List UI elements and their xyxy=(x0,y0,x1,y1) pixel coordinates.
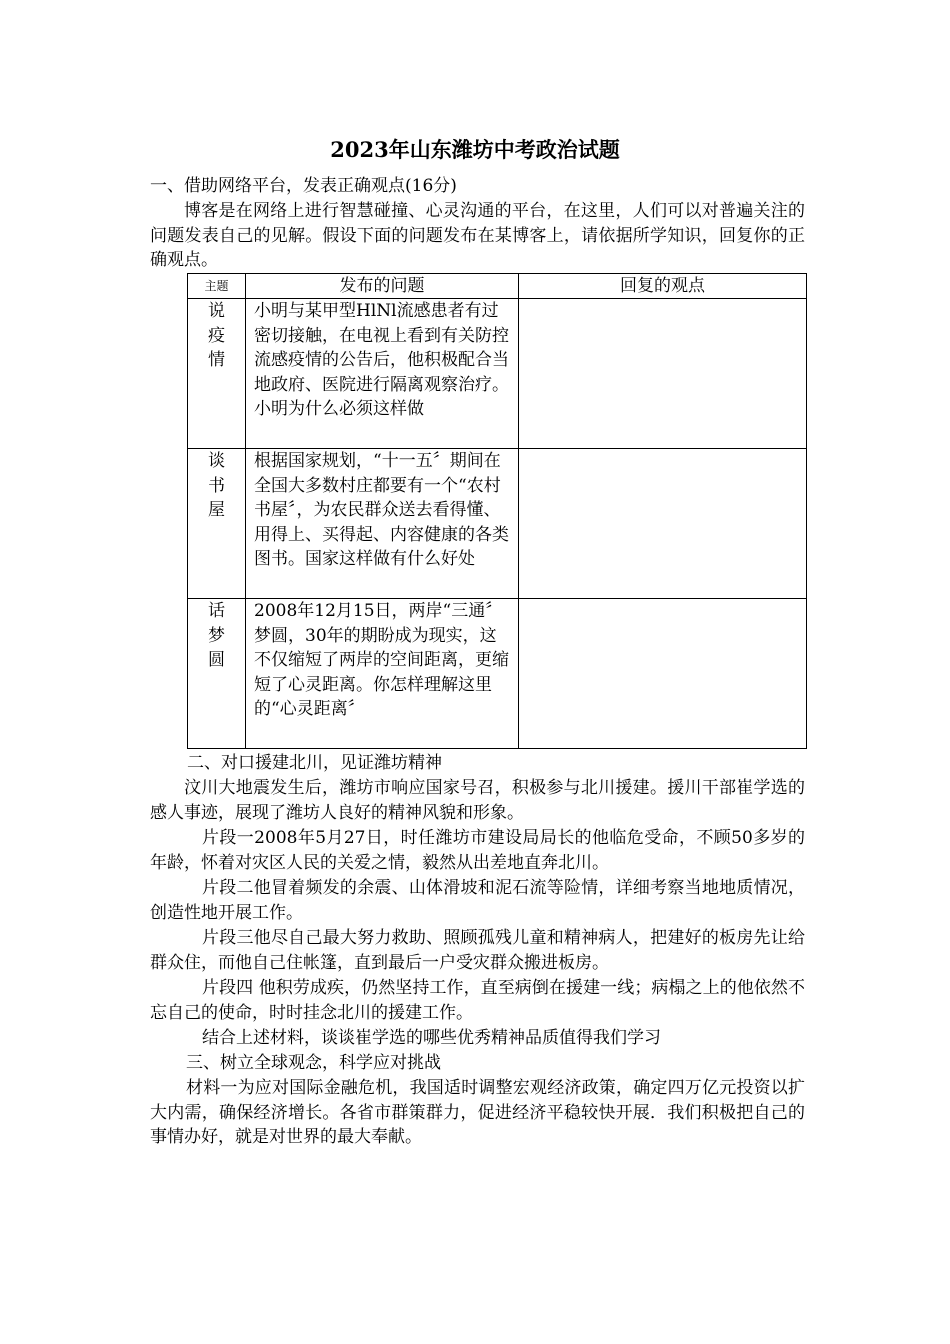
row-topic: 谈书屋 xyxy=(188,449,246,599)
table-header-row xyxy=(188,274,807,299)
section2-heading: 二、对口援建北川，见证潍坊精神 xyxy=(187,753,442,773)
page-title: 2023年山东潍坊中考政治试题 xyxy=(330,137,620,162)
table-row xyxy=(188,449,807,599)
section2-clip3: 片段三他尽自己最大努力救助、照顾孤残儿童和精神病人，把建好的板房先让给群众住，而他自己住帐篷，直到最后一户受灾群众搬进板房。 xyxy=(150,928,805,973)
row-answer[interactable] xyxy=(519,449,807,599)
section2-clip1: 片段一2008年5月27日，时任潍坊市建设局局长的他临危受命，不顾50多岁的年龄，怀着对灾区人民的关爱之情，毅然从出差地直奔北川。 xyxy=(150,828,805,873)
row-topic: 说疫情 xyxy=(188,299,246,449)
header-answer: 回复的观点 xyxy=(519,274,807,299)
row-answer[interactable] xyxy=(519,599,807,749)
section2-clip2: 片段二他冒着频发的余震、山体滑坡和泥石流等险情，详细考察当地地质情况，创造性地开展工作。 xyxy=(150,878,805,923)
table-row xyxy=(188,599,807,749)
header-topic: 主题 xyxy=(188,274,246,299)
section2-intro: 汶川大地震发生后，潍坊市响应国家号召，积极参与北川援建。援川干部崔学选的感人事迹，展现了潍坊人良好的精神风貌和形象。 xyxy=(150,778,805,823)
section2-clip4: 片段四 他积劳成疾，仍然坚持工作，直至病倒在援建一线；病榻之上的他依然不忘自己的使命，时时挂念北川的援建工作。 xyxy=(150,978,805,1023)
row-topic: 话梦圆 xyxy=(188,599,246,749)
row-question: 小明与某甲型HlNl流感患者有过密切接触，在电视上看到有关防控流感疫情的公告后，他积极配合当地政府、医院进行隔离观察治疗。小明为什么必须这样做 xyxy=(246,299,519,449)
question-table xyxy=(187,273,807,749)
row-answer[interactable] xyxy=(519,299,807,449)
section3-heading: 三、树立全球观念，科学应对挑战 xyxy=(186,1053,441,1073)
table-row xyxy=(188,299,807,449)
section1-heading: 一、借助网络平台，发表正确观点(16分) xyxy=(150,176,457,196)
section2-question: 结合上述材料，谈谈崔学选的哪些优秀精神品质值得我们学习 xyxy=(202,1028,661,1048)
section1-intro: 博客是在网络上进行智慧碰撞、心灵沟通的平台，在这里，人们可以对普遍关注的问题发表自己的见解。假设下面的问题发布在某博客上，请依据所学知识，回复你的正确观点。 xyxy=(150,201,805,270)
section3-material1: 材料一为应对国际金融危机，我国适时调整宏观经济政策，确定四万亿元投资以扩大内需，确保经济增长。各省市群策群力，促进经济平稳较快开展．我们积极把自己的事情办好，就是对世界的最大奉献。 xyxy=(150,1078,805,1147)
row-question: 2008年12月15日，两岸“三通〞梦圆，30年的期盼成为现实，这不仅缩短了两岸的空间距离，更缩短了心灵距离。你怎样理解这里的“心灵距离〞 xyxy=(246,599,519,749)
row-question: 根据国家规划，“十一五〞期间在全国大多数村庄都要有一个“农村书屋〞，为农民群众送去看得懂、用得上、买得起、内容健康的各类图书。国家这样做有什么好处 xyxy=(246,449,519,599)
header-question: 发布的问题 xyxy=(246,274,519,299)
